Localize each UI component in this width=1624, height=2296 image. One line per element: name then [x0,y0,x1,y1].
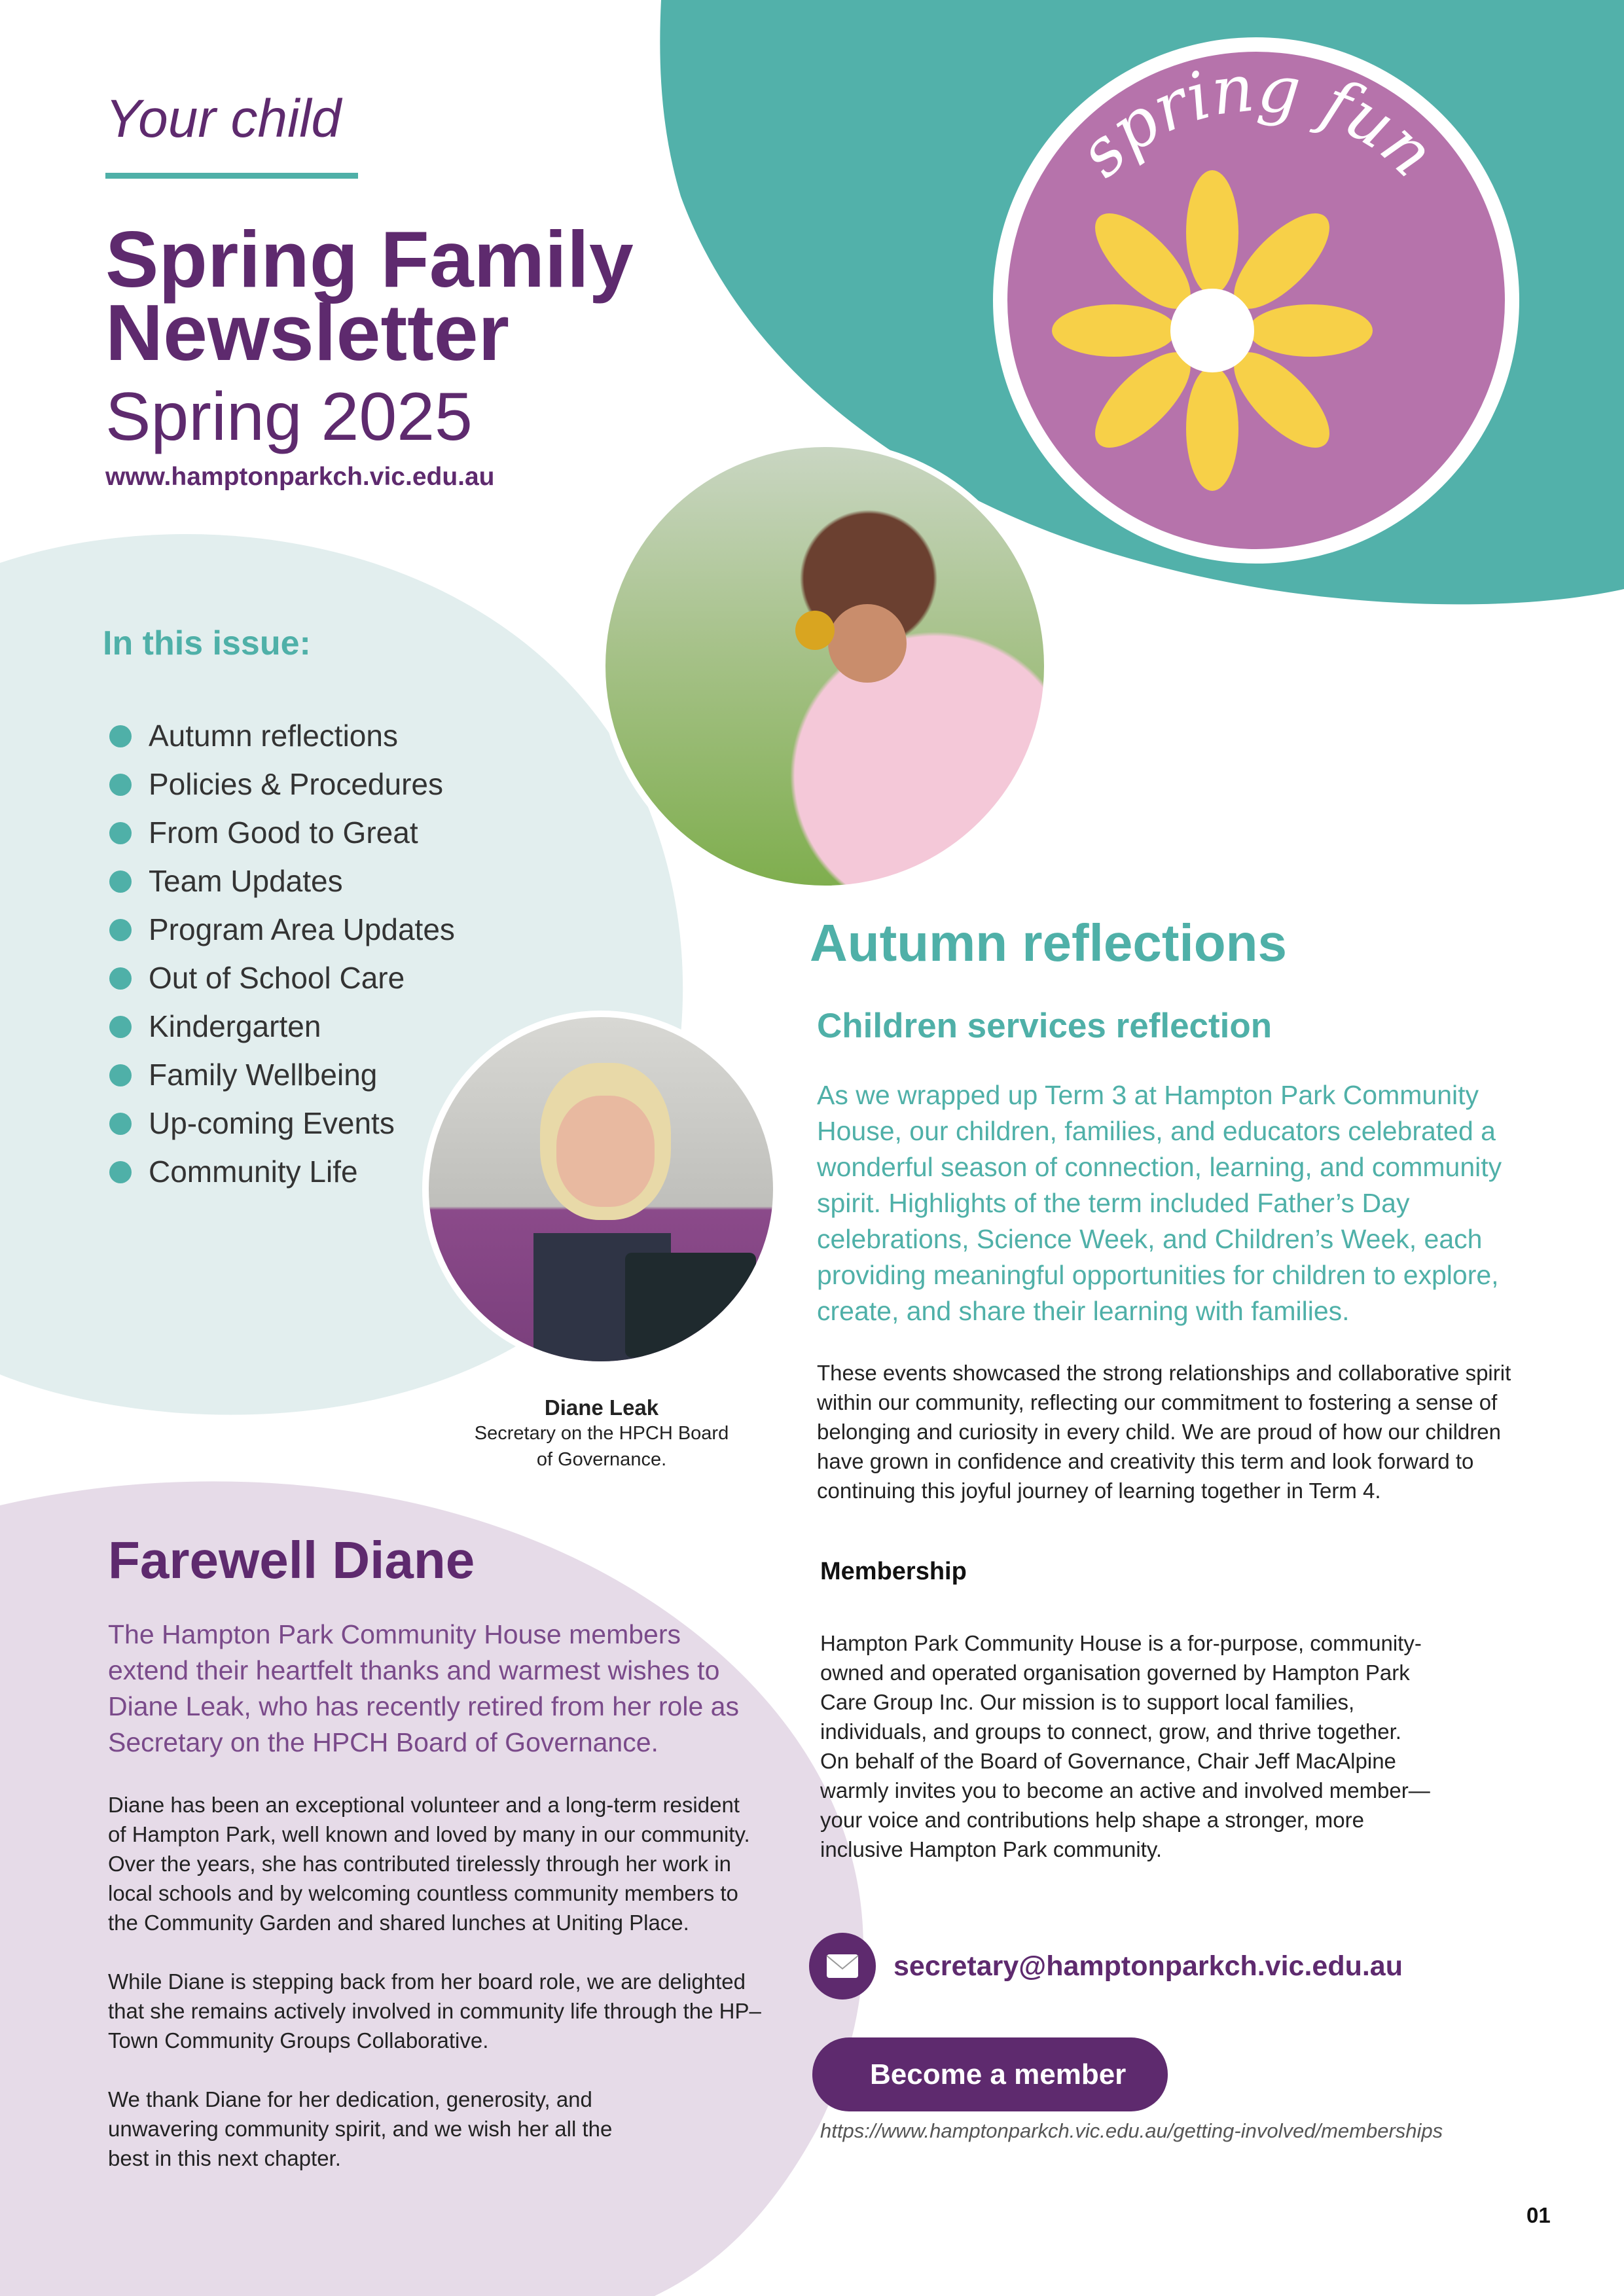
photo-caption [405,1395,798,1473]
autumn-body: These events showcased the strong relationships and collaborative spirit within our community, reflecting our commitment to fostering a sense of belonging and curiosity in every child. We are proud of how our children have grown in confidence and creativity this term and look forward to continuing this joyful journey of learning together in Term 4. [817,1361,1511,1503]
flower-in-hand [795,611,835,650]
button-label: Become a member [870,2058,1127,2090]
bullet-icon [109,774,132,796]
diane-photo [422,1011,780,1368]
bullet-icon [109,725,132,747]
caption-name: Diane Leak [544,1395,659,1420]
autumn-intro: As we wrapped up Term 3 at Hampton Park Community House, our children, families, and educators celebrated a wonderful season of connection, learning, and community spirit. Highlights of the term included Father’s Day celebrations, Science Week, and Children’s Week, each providing meaningful opportunities for children to explore, create, and share their learning with families. [817,1080,1502,1326]
bullet-icon [109,822,132,844]
edition: Spring 2025 [105,379,473,455]
bullet-icon [109,1016,132,1038]
kicker: Your child [105,89,342,149]
autumn-heading: Autumn reflections [810,914,1287,972]
toc-item-label: Kindergarten [149,1009,321,1043]
toc-item[interactable] [103,813,455,861]
toc-item[interactable] [103,1055,455,1103]
farewell-body [108,1790,763,2173]
membership-heading: Membership [820,1558,967,1585]
toc-item[interactable] [103,861,455,910]
become-member-button[interactable] [812,2037,1168,2111]
toc-item[interactable] [103,910,455,958]
child-face [828,604,907,683]
diane-face [556,1096,655,1207]
toc-item[interactable] [103,1152,455,1200]
flower-icon [1052,170,1373,491]
autumn-subheading: Children services reflection [817,1007,1272,1045]
toc-item[interactable] [103,716,455,764]
membership-url[interactable]: https://www.hamptonparkch.vic.edu.au/getting-involved/memberships [820,2119,1443,2142]
toc-item-label: Community Life [149,1155,358,1189]
caption-role: of Governance. [536,1449,667,1470]
farewell-para: We thank Diane for her dedication, generosity, and unwavering community spirit, and we wish her all the best in this next chapter. [108,2087,613,2170]
child-photo [599,440,1051,892]
badge-text: spring fun [1063,49,1450,192]
email-icon [809,1933,876,2000]
spring-fun-badge [975,33,1538,569]
bullet-icon [109,1161,132,1183]
toc-item-label: Program Area Updates [149,912,455,946]
membership-para: Hampton Park Community House is a for-purpose, community-owned and operated organisation governed by Hampton Park Care Group Inc. Our mission is to support local families, individuals, and groups to connect, grow, and thrive together. [820,1631,1422,1744]
page-number: 01 [1526,2203,1551,2227]
toc-heading: In this issue: [103,624,311,662]
bullet-icon [109,870,132,893]
bullet-icon [109,1064,132,1086]
toc-item-label: Family Wellbeing [149,1058,378,1092]
toc-item[interactable] [103,1007,455,1055]
bullet-icon [109,1113,132,1135]
membership-para: On behalf of the Board of Governance, Chair Jeff MacAlpine warmly invites you to become an active and involved member—your voice and contributions help shape a stronger, more inclusive Hampton Park community. [820,1749,1430,1861]
toc-item-label: From Good to Great [149,816,418,850]
farewell-para: Diane has been an exceptional volunteer and a long-term resident of Hampton Park, well known and loved by many in our community. Over the years, she has contributed tirelessly through her work in local schools and by welcoming countless community members to the Community Garden and shared lunches at Uniting Place. [108,1793,750,1935]
membership-text [820,1628,1449,1864]
bullet-icon [109,919,132,941]
toc-list [103,716,455,1200]
website-link[interactable]: www.hamptonparkch.vic.edu.au [105,463,495,491]
toc-item[interactable] [103,958,455,1007]
bullet-icon [109,967,132,990]
toc-item[interactable] [103,1103,455,1152]
toc-item-label: Autumn reflections [149,719,398,753]
farewell-heading: Farewell Diane [108,1531,475,1589]
toc-item[interactable] [103,764,455,813]
sunflower-artwork [625,1253,756,1357]
title-line: Spring Family [105,215,634,304]
caption-role: Secretary on the HPCH Board [474,1423,729,1444]
farewell-para: While Diane is stepping back from her board role, we are delighted that she remains actively involved in community life through the HP–Town Community Groups Collaborative. [108,1969,761,2053]
farewell-intro: The Hampton Park Community House members extend their heartfelt thanks and warmest wishes to Diane Leak, who has recently retired from her role as Secretary on the HPCH Board of Governance. [108,1619,739,1757]
toc-item-label: Out of School Care [149,961,405,995]
divider [105,173,358,179]
email-link[interactable]: secretary@hamptonparkch.vic.edu.au [893,1950,1403,1982]
toc-item-label: Up-coming Events [149,1106,395,1140]
toc-item-label: Policies & Procedures [149,767,443,801]
title-line: Newsletter [105,288,510,377]
toc-item-label: Team Updates [149,864,343,898]
page-title [105,215,634,377]
